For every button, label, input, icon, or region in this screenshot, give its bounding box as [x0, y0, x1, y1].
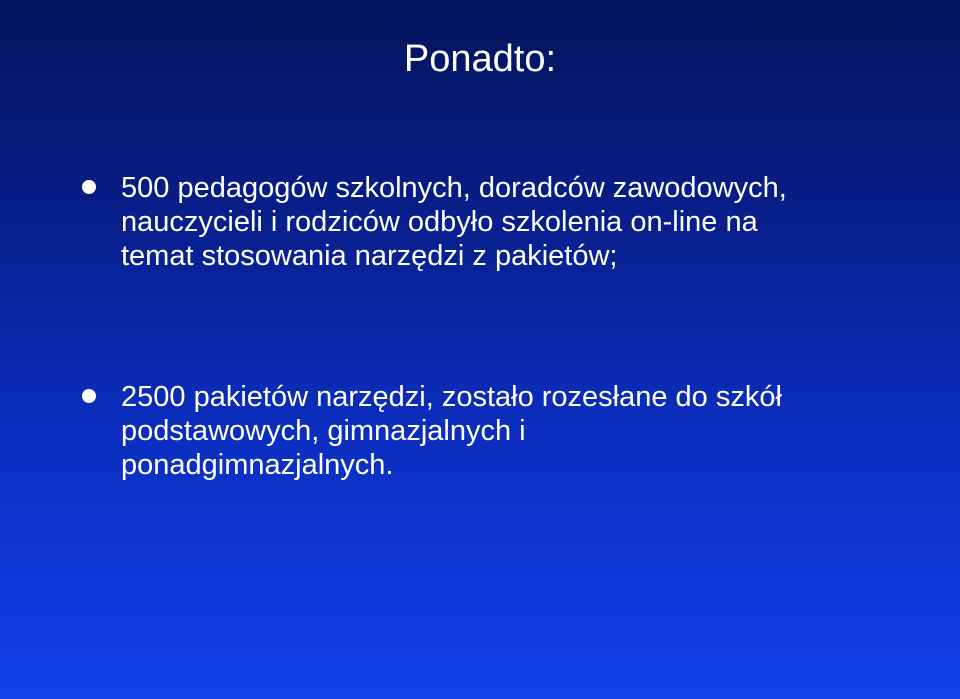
- bullet-line: nauczycieli i rodziców odbyło szkolenia on-line na: [121, 206, 758, 238]
- bullet-line: podstawowych, gimnazjalnych i: [121, 415, 526, 447]
- bullet-text: [121, 171, 921, 273]
- bullet-line: 500 pedagogów szkolnych, doradców zawodowych,: [121, 172, 787, 204]
- bullet-dot-icon: [82, 180, 96, 194]
- bullet-text: [121, 380, 921, 482]
- bullet-line: temat stosowania narzędzi z pakietów;: [121, 240, 618, 272]
- slide-title: Ponadto:: [403, 38, 557, 80]
- bullet-line: 2500 pakietów narzędzi, zostało rozesłane do szkół: [121, 381, 782, 413]
- bullet-line: ponadgimnazjalnych.: [121, 449, 394, 481]
- bullet-dot-icon: [82, 389, 96, 403]
